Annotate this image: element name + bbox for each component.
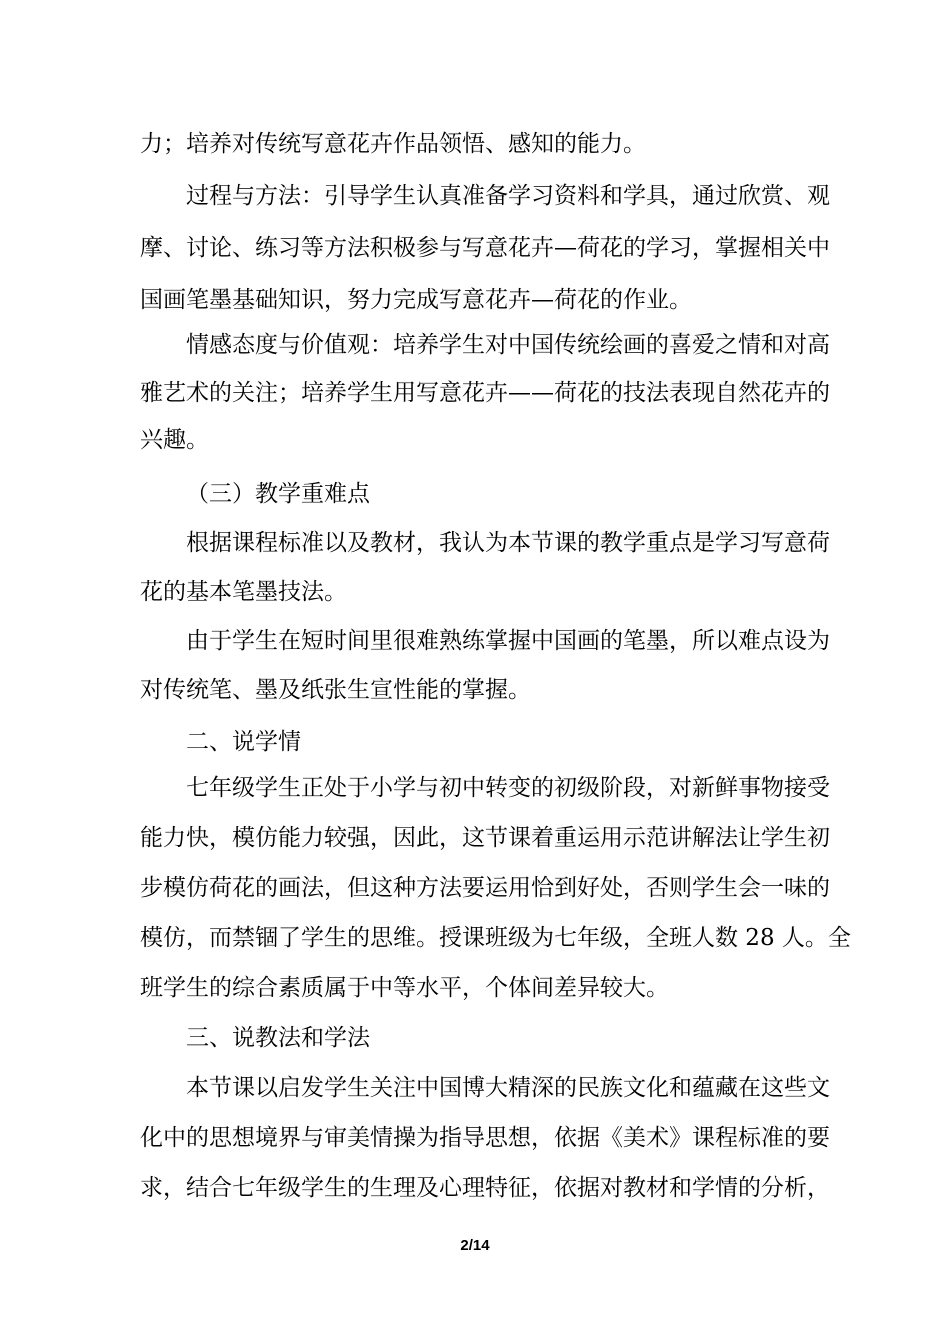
paragraph-line: 雅艺术的关注；培养学生用写意花卉——荷花的技法表现自然花卉的 [140,380,830,406]
paragraph-line: 班学生的综合素质属于中等水平，个体间差异较大。 [140,975,669,1001]
paragraph-line: 步模仿荷花的画法，但这种方法要运用恰到好处，否则学生会一味的 [140,875,830,901]
paragraph-line: 本节课以启发学生关注中国博大精深的民族文化和蕴藏在这些文 [186,1075,830,1101]
paragraph-line: 根据课程标准以及教材，我认为本节课的教学重点是学习写意荷 [186,530,830,556]
paragraph-line: 花的基本笔墨技法。 [140,579,347,605]
paragraph-line: 过程与方法：引导学生认真准备学习资料和学具，通过欣赏、观 [186,183,830,209]
section-heading: 三、说教法和学法 [186,1025,370,1051]
paragraph-line: 摩、讨论、练习等方法积极参与写意花卉—荷花的学习，掌握相关中 [140,235,830,261]
paragraph-line: 七年级学生正处于小学与初中转变的初级阶段，对新鲜事物接受 [186,775,830,801]
paragraph-line: 由于学生在短时间里很难熟练掌握中国画的笔墨，所以难点设为 [186,628,830,654]
paragraph-line: 国画笔墨基础知识，努力完成写意花卉—荷花的作业。 [140,287,692,313]
section-heading: 二、说学情 [186,729,301,755]
section-heading: （三）教学重难点 [186,481,370,507]
paragraph-line: 能力快，模仿能力较强，因此，这节课着重运用示范讲解法让学生初 [140,825,830,851]
text-line: 力；培养对传统写意花卉作品领悟、感知的能力。 [140,131,646,157]
paragraph-line: 情感态度与价值观：培养学生对中国传统绘画的喜爱之情和对高 [186,332,830,358]
paragraph-line: 模仿，而禁锢了学生的思维。授课班级为七年级，全班人数 28 人。全 [140,925,851,951]
page-number: 2/14 [460,1237,490,1254]
paragraph-line: 求，结合七年级学生的生理及心理特征，依据对教材和学情的分析， [140,1175,830,1201]
paragraph-line: 化中的思想境界与审美情操为指导思想，依据《美术》课程标准的要 [140,1125,830,1151]
paragraph-line: 兴趣。 [140,427,209,453]
paragraph-line: 对传统笔、墨及纸张生宣性能的掌握。 [140,677,531,703]
